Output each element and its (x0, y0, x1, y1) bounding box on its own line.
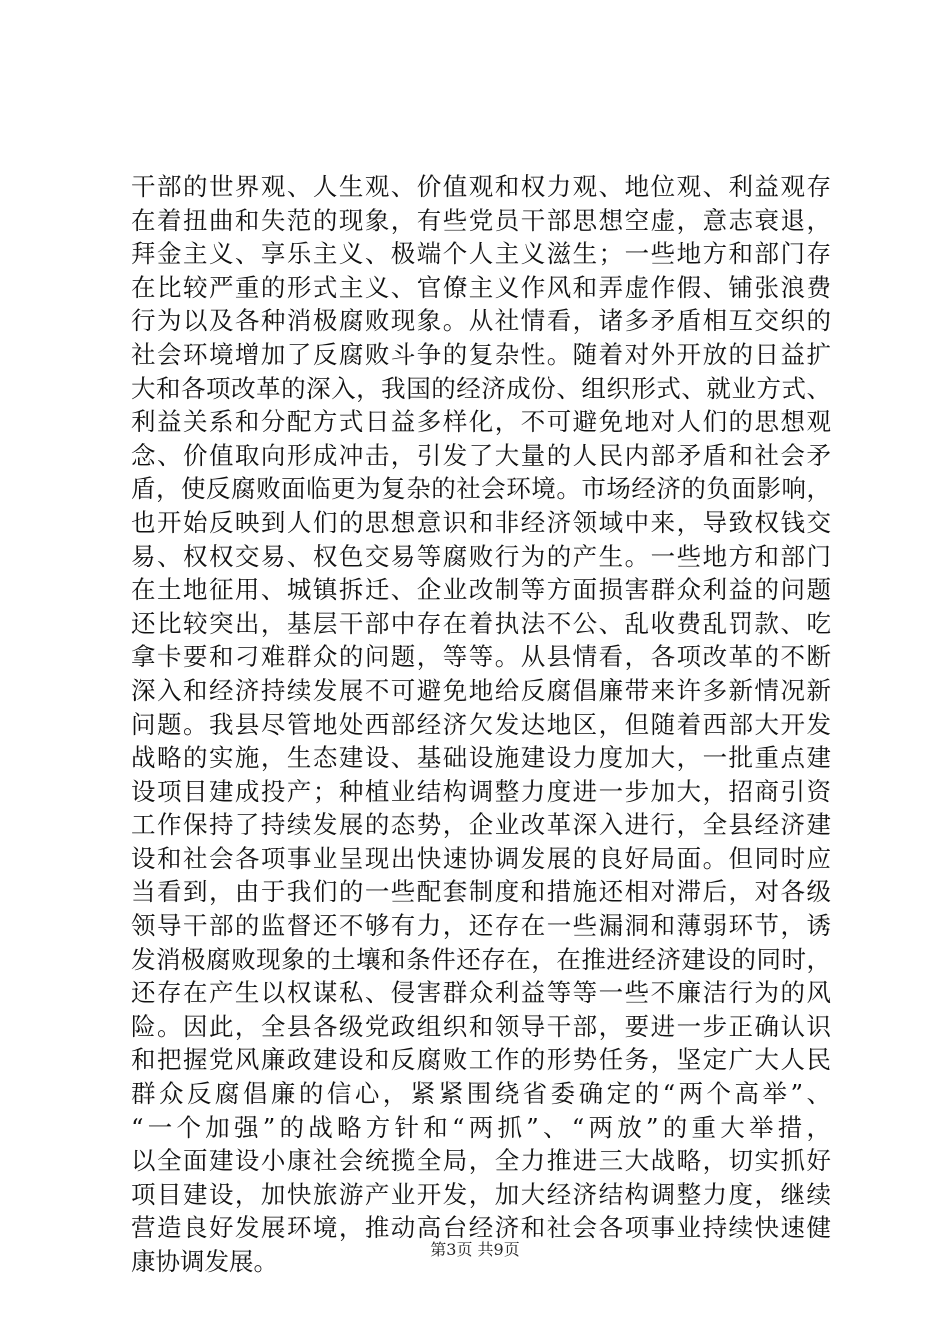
text-line: 念、价值取向形成冲击，引发了大量的人民内部矛盾和社会矛 (131, 440, 831, 470)
text-line: 战略的实施，生态建设、基础设施建设力度加大，一批重点建 (131, 743, 831, 773)
text-line: 大和各项改革的深入，我国的经济成份、组织形式、就业方式、 (131, 373, 831, 403)
text-line: 群众反腐倡廉的信心，紧紧围绕省委确定的“两个高举”、 (131, 1079, 831, 1109)
page-number-footer: 第3页 共9页 (430, 1240, 520, 1259)
text-line: 和把握党风廉政建设和反腐败工作的形势任务，坚定广大人民 (131, 1045, 831, 1075)
text-line: 行为以及各种消极腐败现象。从社情看，诸多矛盾相互交织的 (131, 306, 831, 336)
text-line: 社会环境增加了反腐败斗争的复杂性。随着对外开放的日益扩 (131, 339, 831, 369)
text-line: 设和社会各项事业呈现出快速协调发展的良好局面。但同时应 (131, 843, 831, 873)
text-line: 在着扭曲和失范的现象，有些党员干部思想空虚，意志衰退， (131, 205, 831, 235)
text-line: 利益关系和分配方式日益多样化，不可避免地对人们的思想观 (131, 407, 831, 437)
text-line: 设项目建成投产；种植业结构调整力度进一步加大，招商引资 (131, 776, 831, 806)
text-line: “一个加强”的战略方针和“两抓”、“两放”的重大举措， (131, 1112, 831, 1142)
text-line: 在土地征用、城镇拆迁、企业改制等方面损害群众利益的问题 (131, 575, 831, 605)
text-line: 发消极腐败现象的土壤和条件还存在，在推进经济建设的同时， (131, 944, 831, 974)
text-line: 拜金主义、享乐主义、极端个人主义滋生；一些地方和部门存 (131, 239, 831, 269)
text-line: 还存在产生以权谋私、侵害群众利益等等一些不廉洁行为的风 (131, 978, 831, 1008)
text-line: 工作保持了持续发展的态势，企业改革深入进行，全县经济建 (131, 810, 831, 840)
text-line: 在比较严重的形式主义、官僚主义作风和弄虚作假、铺张浪费 (131, 272, 831, 302)
text-line: 当看到，由于我们的一些配套制度和措施还相对滞后，对各级 (131, 877, 831, 907)
text-line: 盾，使反腐败面临更为复杂的社会环境。市场经济的负面影响， (131, 474, 831, 504)
text-line: 干部的世界观、人生观、价值观和权力观、地位观、利益观存 (131, 172, 831, 201)
text-line: 拿卡要和刁难群众的问题，等等。从县情看，各项改革的不断 (131, 642, 831, 672)
body-paragraph (131, 170, 831, 1279)
text-line: 营造良好发展环境，推动高台经济和社会各项事业持续快速健 (131, 1213, 831, 1243)
text-line: 领导干部的监督还不够有力，还存在一些漏洞和薄弱环节，诱 (131, 911, 831, 941)
text-line: 以全面建设小康社会统揽全局，全力推进三大战略，切实抓好 (131, 1146, 831, 1176)
text-line: 问题。我县尽管地处西部经济欠发达地区，但随着西部大开发 (131, 709, 831, 739)
text-line: 项目建设，加快旅游产业开发，加大经济结构调整力度，继续 (131, 1179, 831, 1209)
text-line: 险。因此，全县各级党政组织和领导干部，要进一步正确认识 (131, 1011, 831, 1041)
text-line: 康协调发展。 (131, 1247, 278, 1276)
text-line: 易、权权交易、权色交易等腐败行为的产生。一些地方和部门 (131, 541, 831, 571)
text-line: 也开始反映到人们的思想意识和非经济领域中来，导致权钱交 (131, 507, 831, 537)
text-line: 还比较突出，基层干部中存在着执法不公、乱收费乱罚款、吃 (131, 608, 831, 638)
text-line: 深入和经济持续发展不可避免地给反腐倡廉带来许多新情况新 (131, 675, 831, 705)
